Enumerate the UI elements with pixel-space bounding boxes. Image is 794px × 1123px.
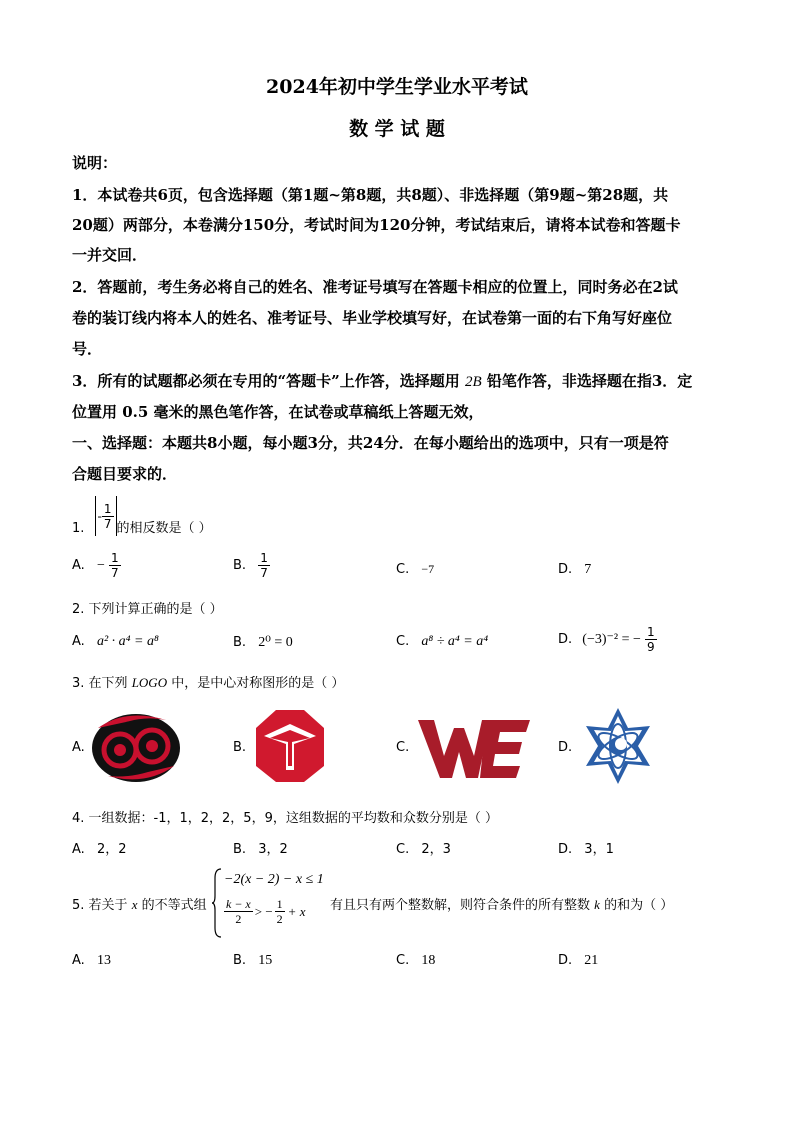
option-c[interactable] [396, 953, 435, 969]
option-label: A. [72, 634, 85, 649]
option-value: 7 [584, 562, 592, 577]
section-heading: 合题目要求的． [72, 465, 178, 483]
option-label: A. [72, 842, 85, 857]
denominator: 2 [235, 912, 242, 926]
fraction [224, 898, 253, 925]
option-label: C. [396, 842, 410, 857]
variable-k: k [594, 897, 600, 912]
question-text: 的相反数是（ ） [116, 521, 212, 536]
option-label: B. [233, 842, 247, 857]
option-value: 21 [584, 953, 599, 968]
logo-word: LOGO [131, 675, 168, 690]
option-value: −7 [421, 562, 435, 576]
instruction-line [72, 370, 692, 391]
option-b[interactable] [233, 953, 272, 969]
fraction [258, 552, 270, 579]
option-label: D. [558, 562, 573, 577]
question-text: 的不等式组 [141, 898, 207, 913]
question-text: 5. 若关于 [72, 898, 128, 913]
numerator: 1 [260, 551, 268, 565]
option-d[interactable] [558, 740, 572, 755]
option-label: B. [233, 953, 247, 968]
option-label: A. [72, 558, 85, 573]
option-label: B. [233, 635, 247, 650]
fraction [102, 503, 114, 530]
option-label: D. [558, 953, 573, 968]
option-value: 2，2 [96, 842, 127, 857]
question-3 [72, 672, 344, 691]
option-label: D. [558, 842, 573, 857]
option-value: a² · a⁴ = a⁸ [96, 634, 159, 649]
option-value: 2⁰ = 0 [258, 635, 293, 650]
instruction-line: 卷的装订线内将本人的姓名、准考证号、毕业学校填写好，在试卷第一面的右下角写好座位 [72, 309, 673, 327]
exam-subtitle: 数 学 试 题 [349, 118, 445, 140]
option-label: A. [72, 953, 85, 968]
exam-title: 2024年初中学生学业水平考试 [266, 76, 528, 98]
we-logo-icon [416, 716, 532, 782]
instruction-text: 3．所有的试题都必须在专用的“答题卡”上作答，选择题用 [72, 372, 460, 390]
option-a[interactable] [72, 634, 159, 650]
option-label: C. [396, 562, 410, 577]
option-c[interactable] [396, 838, 451, 857]
question-2: 2. 下列计算正确的是（ ） [72, 602, 223, 617]
question-text: 3. 在下列 [72, 676, 128, 691]
instruction-line: 20题）两部分，本卷满分150分，考试时间为120分钟，考试结束后，请将本试卷和答题卡 [72, 216, 681, 234]
option-b[interactable] [233, 838, 288, 857]
option-c[interactable] [396, 634, 488, 650]
instructions-heading: 说明： [72, 154, 118, 172]
numerator: k − x [226, 897, 251, 911]
crab-swirl-logo-icon [86, 706, 186, 788]
option-value: 2，3 [421, 842, 451, 857]
option-label: C. [396, 634, 410, 649]
option-a[interactable] [72, 552, 121, 579]
option-label: A. [72, 740, 85, 755]
instruction-line: 2．答题前，考生务必将自己的姓名、准考证号填写在答题卡相应的位置上，同时务必在2试 [72, 278, 678, 296]
option-label: B. [233, 740, 247, 755]
option-value: 18 [421, 953, 436, 968]
option-b[interactable] [233, 634, 293, 651]
option-a[interactable] [72, 838, 126, 857]
instruction-line: 一并交回． [72, 246, 148, 264]
red-shield-t-logo-icon [254, 708, 326, 784]
option-c[interactable] [396, 740, 409, 755]
question-4: 4. 一组数据：-1，1，2，2，5，9，这组数据的平均数和众数分别是（ ） [72, 811, 498, 826]
pencil-grade: 2B [464, 374, 482, 390]
absolute-value-expression [95, 496, 117, 536]
option-d[interactable] [558, 626, 657, 653]
option-label: D. [558, 740, 573, 755]
fraction [275, 898, 285, 925]
question-1 [72, 496, 212, 536]
instruction-line: 号． [72, 340, 103, 358]
question-text: 中，是中心对称图形的是（ ） [171, 676, 345, 691]
denominator: 7 [103, 516, 112, 531]
numerator: 1 [103, 501, 112, 516]
denominator: 9 [647, 640, 655, 654]
instruction-line: 1．本试卷共6页，包含选择题（第1题~第8题，共8题）、非选择题（第9题~第28题，共 [72, 186, 669, 204]
option-value: (−3)⁻² = − [582, 632, 641, 647]
question-text: 有且只有两个整数解，则符合条件的所有整数 [330, 898, 591, 913]
minus-sign: − [96, 558, 105, 573]
option-value: 15 [258, 953, 273, 968]
option-label: C. [396, 953, 410, 968]
fraction [109, 552, 121, 579]
option-c[interactable] [396, 562, 434, 577]
question-5-text [330, 894, 673, 913]
instruction-line: 位置用 0.5 毫米的黑色笔作答，在试卷或草稿纸上答题无效， [72, 403, 484, 421]
option-b[interactable] [233, 552, 270, 579]
operator: > − [254, 903, 273, 919]
instruction-text: 铅笔作答，非选择题在指3．定 [486, 372, 693, 390]
numerator: 1 [647, 625, 655, 639]
option-d[interactable] [558, 562, 591, 578]
option-a[interactable] [72, 953, 111, 969]
denominator: 7 [110, 566, 119, 580]
question-5-intro [72, 894, 207, 913]
system-brace-icon [212, 868, 222, 938]
inequality-1: −2(x − 2) − x ≤ 1 [224, 872, 324, 887]
numerator: 1 [110, 551, 119, 565]
minus-sign: - [97, 508, 102, 523]
denominator: 7 [260, 566, 268, 580]
variable-x: x [131, 897, 138, 912]
option-label: B. [233, 558, 247, 573]
question-number: 1. [72, 521, 85, 536]
option-a[interactable] [72, 740, 85, 755]
option-value: 3，2 [258, 842, 288, 857]
fraction [645, 626, 657, 653]
section-heading: 一、选择题：本题共8小题，每小题3分，共24分．在每小题给出的选项中，只有一项是符 [72, 434, 669, 452]
denominator: 2 [276, 912, 283, 926]
option-value: 3，1 [584, 842, 614, 857]
option-d[interactable] [558, 838, 614, 857]
option-b[interactable] [233, 740, 246, 755]
option-value: a⁸ ÷ a⁴ = a⁴ [421, 634, 489, 649]
operator: + x [287, 903, 306, 919]
blue-star-atom-logo-icon [578, 706, 658, 786]
option-value: 13 [96, 953, 111, 968]
option-label: D. [558, 632, 573, 647]
question-text: 的和为（ ） [604, 898, 674, 913]
inequality-2 [224, 898, 305, 925]
option-label: C. [396, 740, 410, 755]
option-d[interactable] [558, 953, 598, 969]
numerator: 1 [276, 897, 283, 911]
